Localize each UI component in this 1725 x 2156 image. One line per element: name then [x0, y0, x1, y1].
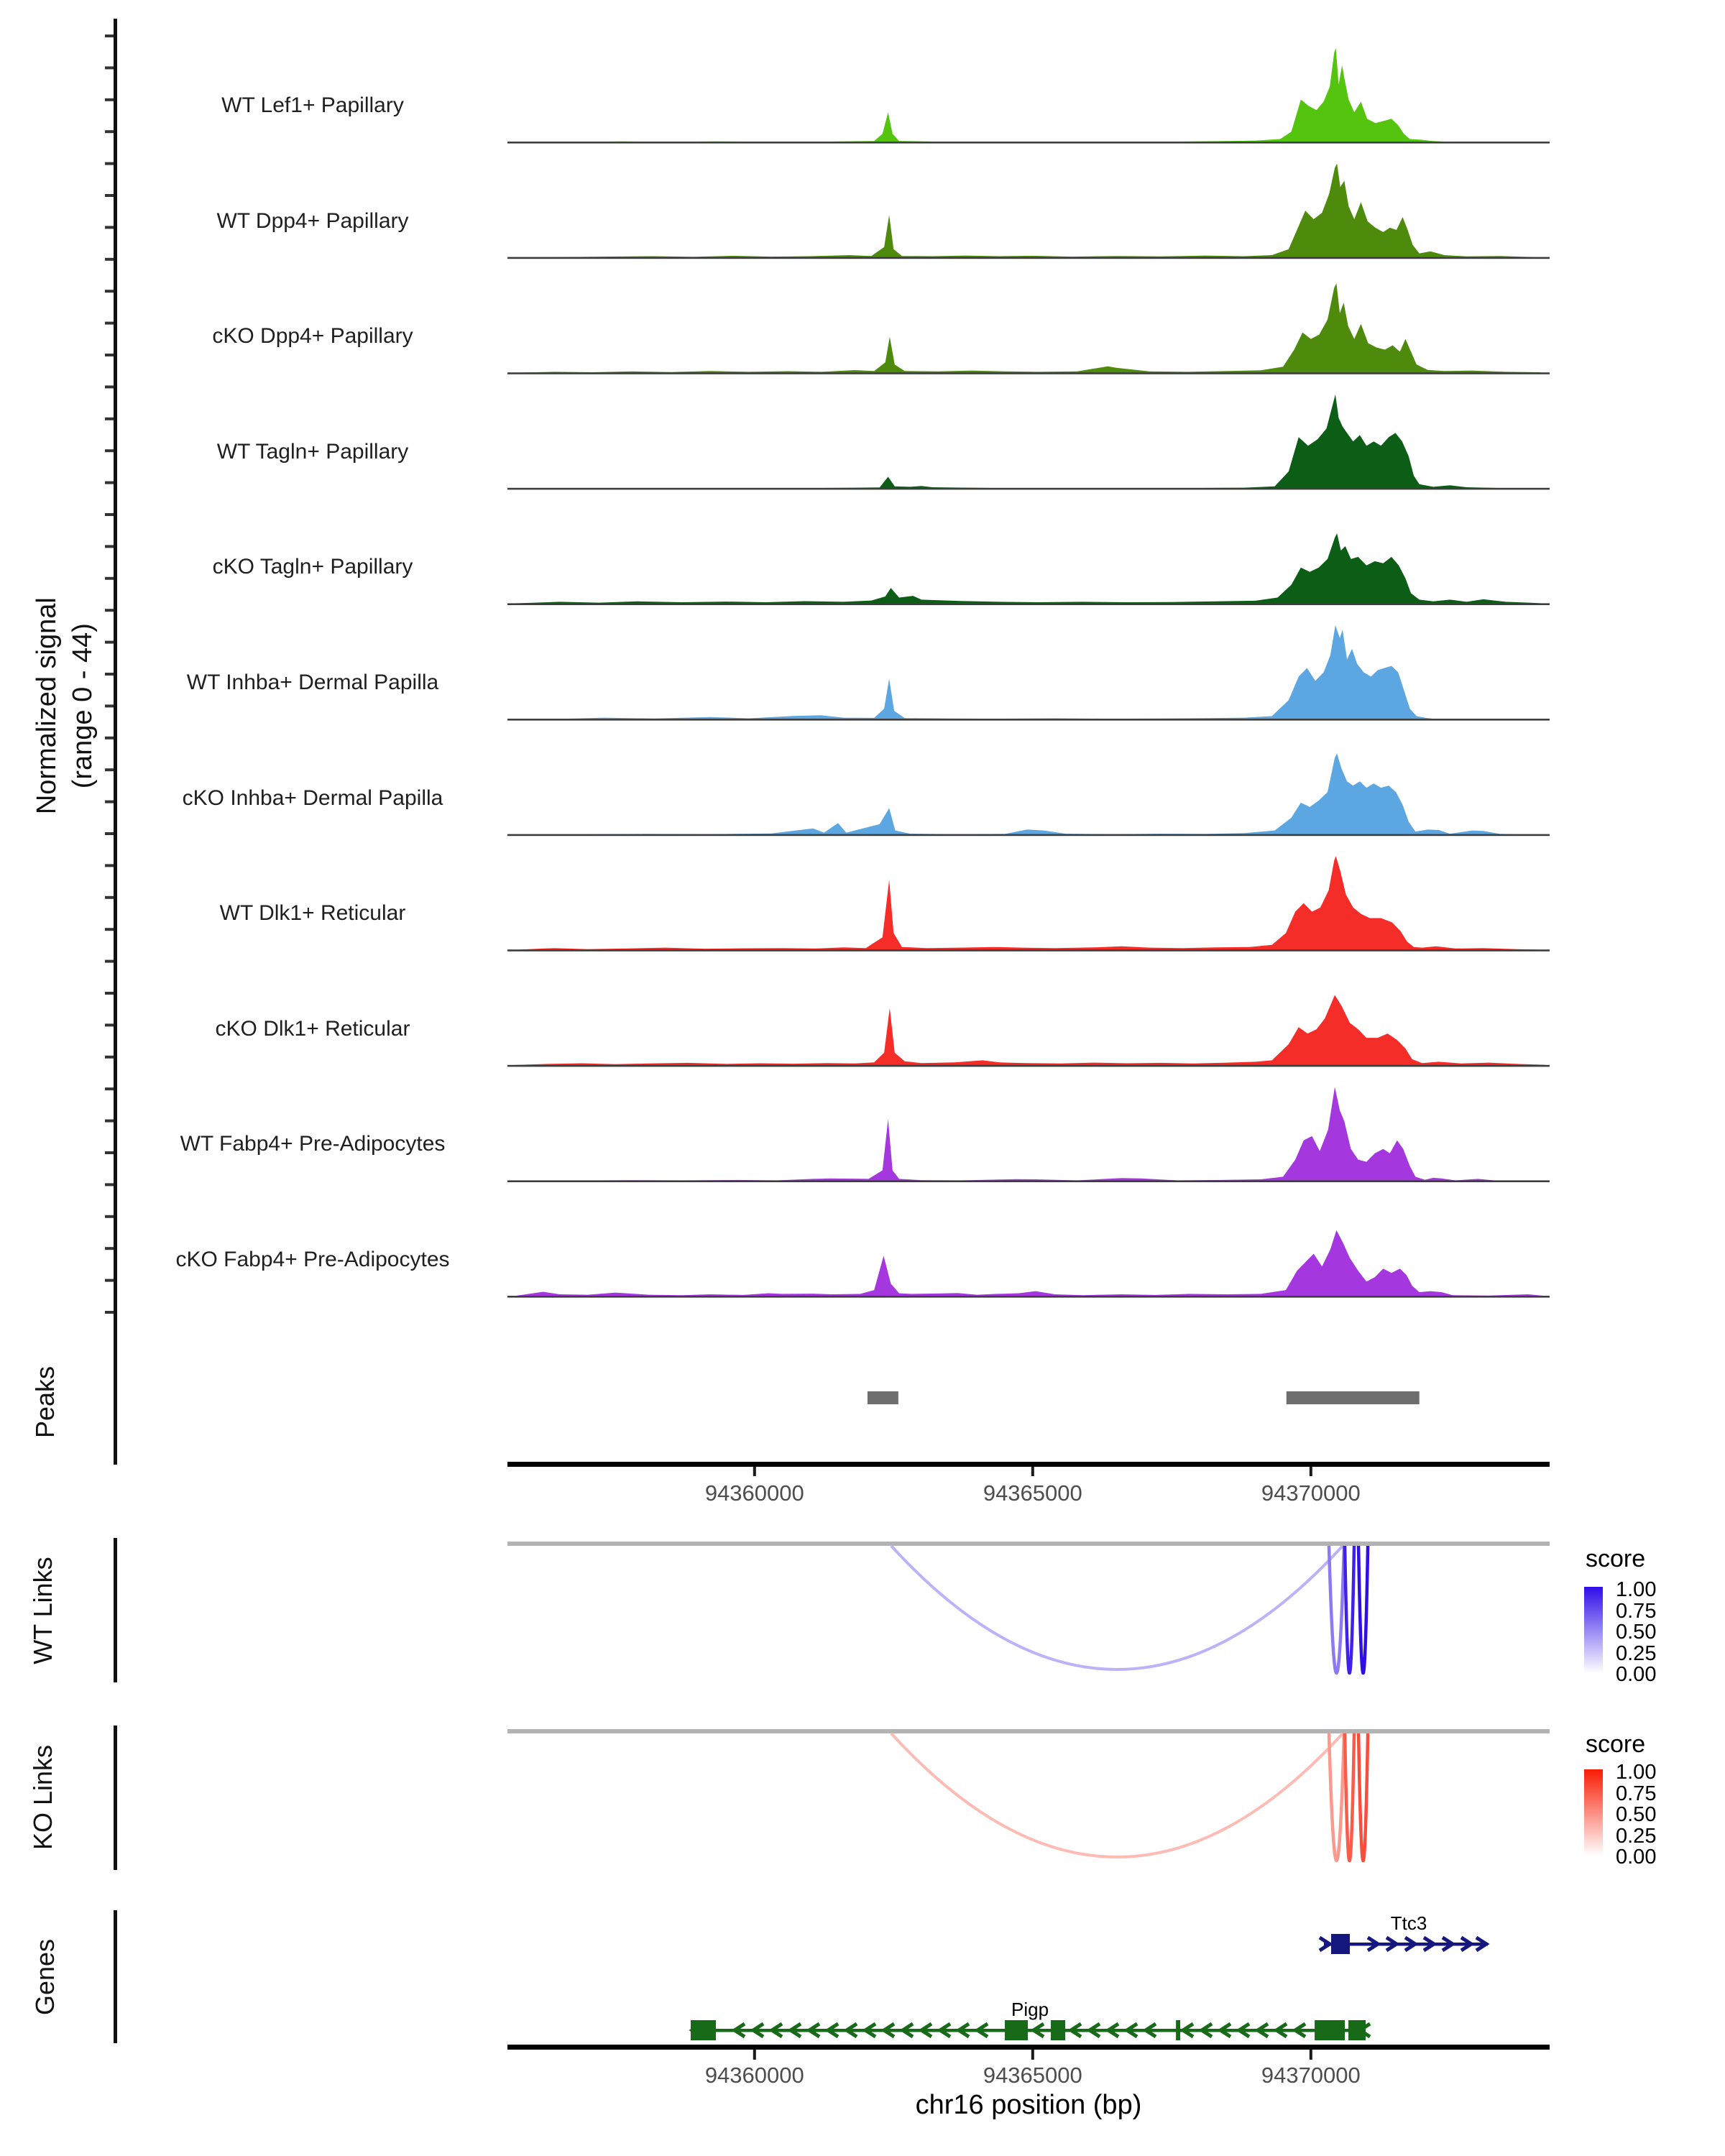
peaks-x-axis-tick	[753, 1467, 756, 1476]
genes-x-axis	[507, 2045, 1550, 2050]
ko-links-legend-gradient-bar	[1584, 1769, 1603, 1856]
signal-y-axis-tick	[105, 545, 114, 548]
wt-legend-tick-label: 0.50	[1616, 1621, 1657, 1644]
ko-links-arc	[891, 1733, 1343, 1857]
signal-y-axis-tick	[105, 1311, 114, 1314]
signal-y-axis-tick	[105, 1279, 114, 1282]
peak-interval	[1287, 1391, 1420, 1404]
panel-label-ko-links: KO Links	[28, 1744, 58, 1851]
peak-interval	[868, 1391, 898, 1404]
signal-y-axis-tick	[105, 960, 114, 963]
signal-y-axis-tick	[105, 418, 114, 420]
signal-track-baseline	[507, 1296, 1550, 1298]
gene-exon	[1331, 1934, 1350, 1954]
wt-links-panel-topline	[507, 1542, 1550, 1546]
ko-legend-tick-label: 1.00	[1616, 1761, 1657, 1784]
panel-label-genes: Genes	[30, 1938, 60, 2016]
track-label: WT Dlk1+ Reticular	[219, 901, 406, 926]
signal-y-axis-tick	[105, 737, 114, 740]
track-label: WT Dpp4+ Papillary	[216, 208, 409, 233]
signal-track-area	[510, 283, 1547, 373]
ko-legend-tick-label: 0.50	[1616, 1803, 1657, 1826]
genes-x-axis-tick-label: 94360000	[704, 2063, 804, 2088]
wt-links-arc	[891, 1546, 1343, 1669]
signal-track-area	[510, 1087, 1547, 1181]
signal-y-axis-tick	[105, 34, 114, 37]
signal-y-axis-tick	[105, 864, 114, 867]
ko-legend-tick-label: 0.25	[1616, 1824, 1657, 1848]
wt-legend-tick-label: 0.25	[1616, 1641, 1657, 1665]
gene-label: Ttc3	[1390, 1912, 1427, 1934]
genes-x-axis-tick	[1310, 2050, 1312, 2060]
signal-track-area	[510, 164, 1547, 258]
gene-exon	[1051, 2020, 1065, 2040]
wt-links-legend-gradient-bar	[1584, 1587, 1603, 1673]
signal-track-area	[510, 995, 1547, 1066]
signal-y-axis-tick	[105, 162, 114, 165]
track-label: cKO Tagln+ Papillary	[212, 555, 413, 579]
ko-links-panel-bracket	[114, 1726, 117, 1870]
gene-exon	[1005, 2020, 1028, 2040]
signal-y-axis-tick	[105, 1087, 114, 1090]
wt-legend-tick-label: 0.00	[1616, 1663, 1657, 1686]
track-label: WT Tagln+ Papillary	[216, 439, 409, 464]
signal-track-area	[510, 1230, 1547, 1296]
wt-legend-tick-label: 1.00	[1616, 1578, 1657, 1601]
gene-exon	[1348, 2020, 1366, 2040]
panel-label-peaks: Peaks	[30, 1365, 60, 1439]
peaks-x-axis-tick-label: 94370000	[1261, 1480, 1361, 1506]
y-axis-label-line2: (range 0 - 44)	[68, 623, 98, 789]
signal-y-axis-tick	[105, 928, 114, 931]
x-axis-title: chr16 position (bp)	[915, 2090, 1142, 2120]
signal-y-axis-tick	[105, 609, 114, 612]
signal-track-baseline	[507, 603, 1550, 605]
genes-x-axis-tick-label: 94370000	[1261, 2063, 1361, 2088]
genes-x-axis-tick	[753, 2050, 756, 2060]
signal-y-axis-tick	[105, 992, 114, 995]
signal-track-baseline	[507, 372, 1550, 374]
peaks-x-axis-tick-label: 94360000	[704, 1480, 804, 1506]
signal-track-baseline	[507, 488, 1550, 490]
signal-track-baseline	[507, 949, 1550, 952]
signal-y-axis-tick	[105, 704, 114, 707]
gene-label: Pigp	[1011, 1999, 1049, 2020]
wt-links-arc	[1358, 1546, 1368, 1673]
signal-y-axis-tick	[105, 385, 114, 388]
track-label: cKO Inhba+ Dermal Papilla	[182, 786, 443, 810]
signal-track-baseline	[507, 257, 1550, 259]
peaks-x-axis-tick	[1031, 1467, 1034, 1476]
ko-links-panel-topline	[507, 1729, 1550, 1733]
signal-track-area	[510, 48, 1547, 142]
track-label: cKO Dpp4+ Papillary	[212, 324, 413, 349]
signal-y-axis-tick	[105, 896, 114, 899]
signal-y-axis-tick	[105, 194, 114, 197]
wt-links-legend-title: score	[1586, 1545, 1646, 1572]
gene-exon	[1176, 2020, 1180, 2040]
wt-links-panel-bracket	[114, 1538, 117, 1682]
ko-links-arc	[1358, 1733, 1368, 1861]
signal-y-axis-tick	[105, 258, 114, 261]
peaks-x-axis-tick	[1310, 1467, 1312, 1476]
ko-legend-tick-label: 0.75	[1616, 1782, 1657, 1805]
signal-track-baseline	[507, 834, 1550, 837]
track-label: WT Lef1+ Papillary	[221, 93, 404, 117]
signal-track-baseline	[507, 142, 1550, 144]
y-axis-label-line1: Normalized signal	[31, 597, 62, 815]
signal-track-area	[510, 856, 1547, 950]
signal-y-axis-tick	[105, 513, 114, 516]
gene-exon	[1315, 2020, 1345, 2040]
signal-y-axis-tick	[105, 1120, 114, 1123]
signal-y-axis-tick	[105, 768, 114, 771]
ko-links-arc	[1345, 1733, 1354, 1861]
ko-links-legend-title: score	[1586, 1731, 1646, 1758]
signal-track-area	[510, 625, 1547, 719]
peaks-x-axis-tick-label: 94365000	[983, 1480, 1082, 1506]
signal-y-axis-tick	[105, 1183, 114, 1186]
signal-y-axis-tick	[105, 641, 114, 644]
signal-track-area	[510, 533, 1547, 604]
signal-track-baseline	[507, 719, 1550, 721]
signal-y-axis-tick	[105, 832, 114, 835]
genes-x-axis-tick	[1031, 2050, 1034, 2060]
peaks-panel-bracket	[114, 1337, 117, 1465]
ko-legend-tick-label: 0.00	[1616, 1846, 1657, 1869]
panel-label-wt-links: WT Links	[28, 1557, 58, 1664]
track-label: WT Fabp4+ Pre-Adipocytes	[180, 1132, 446, 1156]
signal-y-axis-tick	[105, 130, 114, 133]
track-label: WT Inhba+ Dermal Papilla	[186, 671, 439, 694]
wt-links-arc	[1329, 1546, 1344, 1673]
track-label: cKO Fabp4+ Pre-Adipocytes	[175, 1248, 450, 1271]
genes-panel-bracket	[114, 1910, 117, 2043]
signal-y-axis-tick	[105, 354, 114, 356]
signal-track-baseline	[507, 1180, 1550, 1182]
signal-y-axis-tick	[105, 1215, 114, 1218]
signal-y-axis-tick	[105, 66, 114, 69]
signal-y-axis-tick	[105, 290, 114, 292]
signal-y-axis-tick	[105, 482, 114, 484]
ko-links-arc	[1329, 1733, 1344, 1861]
genes-x-axis-tick-label: 94365000	[983, 2063, 1082, 2088]
signal-track-area	[510, 754, 1547, 835]
signal-track-area	[510, 395, 1547, 489]
gene-exon	[691, 2020, 716, 2040]
wt-links-arc	[1345, 1546, 1354, 1673]
track-label: cKO Dlk1+ Reticular	[215, 1016, 410, 1041]
signal-y-axis-tick	[105, 1056, 114, 1059]
peaks-x-axis	[507, 1462, 1550, 1467]
signal-track-baseline	[507, 1065, 1550, 1067]
wt-legend-tick-label: 0.75	[1616, 1599, 1657, 1623]
